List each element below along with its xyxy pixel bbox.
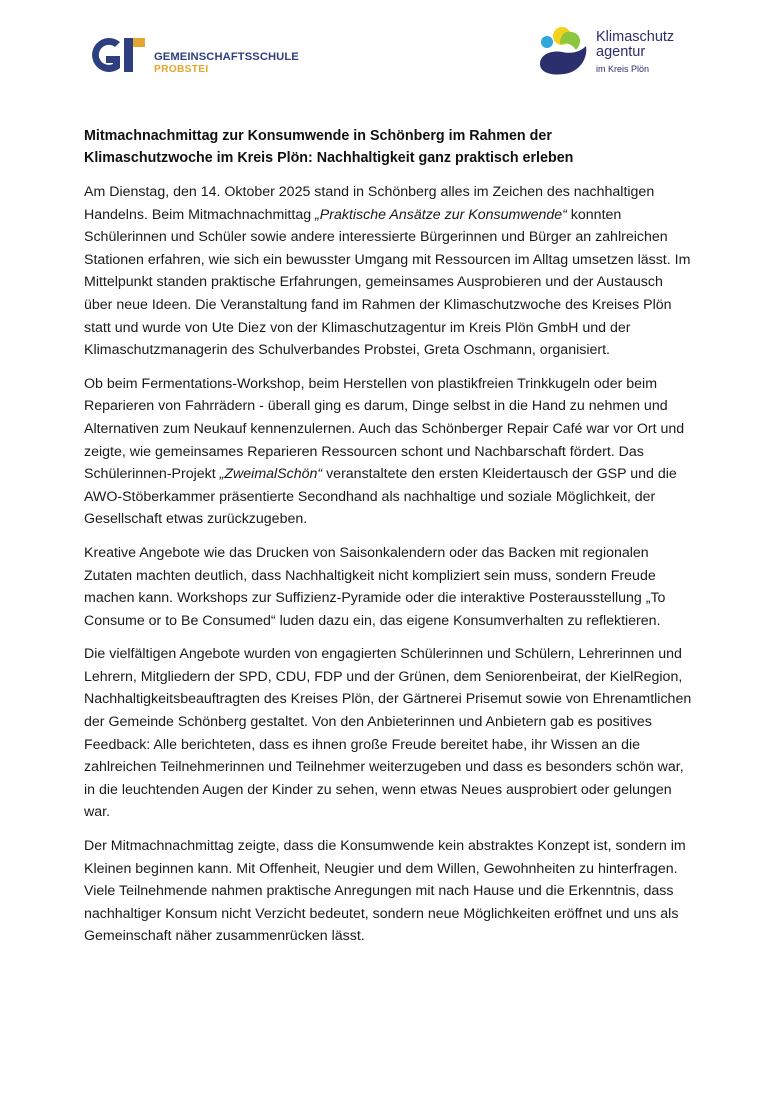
school-subtitle: PROBSTEI (154, 64, 209, 75)
page-header (0, 0, 773, 100)
agency-name-line2: agentur (596, 44, 646, 60)
paragraph-1-end: konnten Schülerinnen und Schüler sowie andere interessierte Bürgerinnen und Bürger an zahlreichen Stationen erfahren, wie sich ein bewusster Umgang mit Ressourcen im Alltag umsetzen lässt. Im Mittelpunkt standen praktische Erfahrungen, gemeinsames Ausprobieren und der Austausch über neue Ideen. Die Veranstaltung fand im Rahmen der Klimaschutzwoche des Kreises Plön statt und wurde von Ute Diez von der Klimaschutzagentur im Kreis Plön GmbH und der Klimaschutzmanagerin des Schulverbandes Probstei, Greta Oschmann, organisiert. (84, 206, 691, 359)
agency-subtitle: im Kreis Plön (596, 64, 650, 74)
article (84, 125, 694, 959)
school-logo (84, 34, 314, 78)
paragraph-1-italic: „Praktische Ansätze zur Konsumwende“ (315, 206, 567, 223)
school-name: GEMEINSCHAFTSSCHULE (154, 51, 299, 63)
agency-logo (536, 24, 696, 82)
paragraph-2-end: veranstaltete den ersten Kleidertausch der GSP und die AWO-Stöberkammer präsentierte Secondhand als nachhaltige und soziale Möglichkeit, der Gesellschaft etwas zurückzugeben. (84, 466, 677, 528)
paragraph-3: Kreative Angebote wie das Drucken von Saisonkalendern oder das Backen mit regionalen Zutaten machten deutlich, dass Nachhaltigkeit nicht kompliziert sein muss, sondern Freude machen kann. Workshops zur Suffizienz-Pyramide oder die interaktive Posterausstellung „To Consume or to Be Consumed“ luden dazu ein, das eigene Konsumverhalten zu reflektieren. (84, 544, 666, 629)
article-title-line2: Klimaschutzwoche im Kreis Plön: Nachhaltigkeit ganz praktisch erleben (84, 150, 574, 166)
school-logo-mark-icon (84, 34, 146, 76)
agency-name (596, 30, 674, 60)
article-title-line1: Mitmachnachmittag zur Konsumwende in Schönberg im Rahmen der (84, 128, 552, 144)
paragraph-2 (84, 373, 694, 531)
paragraph-2-italic: „ZweimalSchön“ (219, 466, 323, 483)
agency-name-line1: Klimaschutz (596, 29, 675, 45)
paragraph-1-start: Am Dienstag, den 14. Oktober 2025 stand in Schönberg alles im Zeichen des nachhaltigen Handelns. Beim Mitmachnachmittag (84, 184, 655, 223)
paragraph-2-start: Ob beim Fermentations-Workshop, beim Herstellen von plastikfreien Trinkkugeln oder beim Reparieren von Fahrrädern - überall ging es darum, Dinge selbst in die Hand zu nehmen und Alternativen zum Neukauf kennenzulernen. Auch das Schönberger Repair Café war vor Ort und zeigte, wie gemeinsames Reparieren Ressourcen schont und Nachbarschaft fördert. Das Schülerinnen-Projekt (84, 375, 685, 483)
paragraph-1 (84, 181, 694, 362)
paragraph-5: Der Mitmachnachmittag zeigte, dass die Konsumwende kein abstraktes Konzept ist, sondern im Kleinen beginnen kann. Mit Offenheit, Neugier und dem Willen, Gewohnheiten zu hinterfragen. Viele Teilnehmende nahmen praktische Anregungen mit nach Hause und die Erkenntnis, dass nachhaltiger Konsum nicht Verzicht bedeutet, sondern neue Möglichkeiten eröffnet und uns als Gemeinschaft näher zusammenrücken lässt. (84, 838, 686, 945)
paragraph-4: Die vielfältigen Angebote wurden von engagierten Schülerinnen und Schülern, Lehrerinnen und Lehrern, Mitgliedern der SPD, CDU, FDP und der Grünen, dem Seniorenbeirat, der KielRegion, Nachhaltigkeitsbeauftragten des Kreises Plön, der Gärtnerei Prisemut sowie von Ehrenamtlichen der Gemeinde Schönberg gestaltet. Von den Anbieterinnen und Anbietern gab es positives Feedback: Alle berichteten, dass es ihnen große Freude bereitet habe, ihr Wissen an die zahlreichen Teilnehmerinnen und Teilnehmer weiterzugeben und dass es besonders schön war, in die leuchtenden Augen der Kinder zu sehen, wenn etwas Neues ausprobiert oder gelungen war. (84, 646, 692, 821)
agency-logo-mark-icon (536, 24, 594, 80)
article-title (84, 125, 694, 169)
